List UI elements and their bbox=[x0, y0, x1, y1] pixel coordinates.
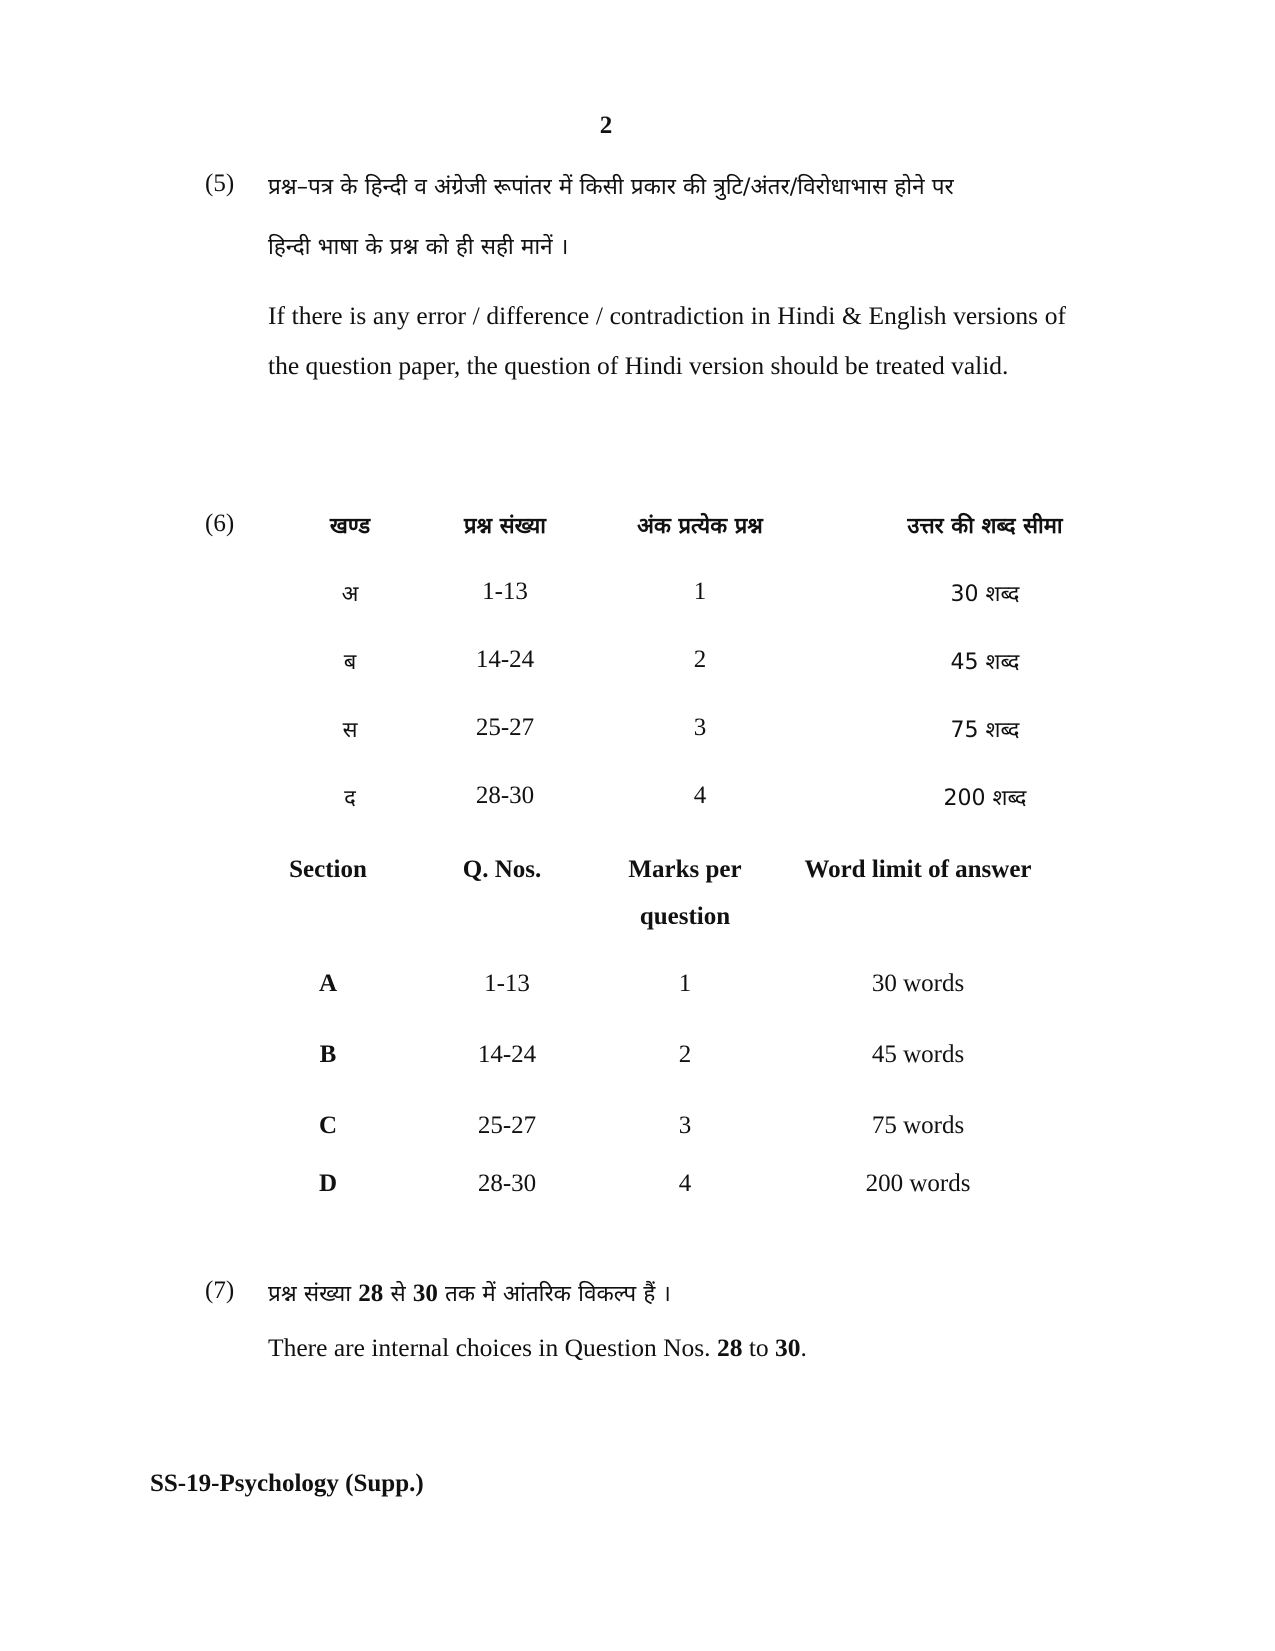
item-7-english-mid: to bbox=[748, 1333, 769, 1362]
hindi-row3-words: 75 शब्द bbox=[950, 718, 1020, 743]
hindi-row2-section: ब bbox=[343, 650, 357, 675]
english-row2-marks: 2 bbox=[678, 1041, 692, 1068]
item-7-hindi-mid: से bbox=[390, 1281, 406, 1307]
hindi-row4-qnos: 28-30 bbox=[475, 782, 535, 809]
hindi-row4-marks: 4 bbox=[693, 782, 707, 809]
english-row2-section: B bbox=[319, 1041, 337, 1068]
english-row3-qnos: 25-27 bbox=[477, 1112, 537, 1139]
hindi-header-qnos: प्रश्न संख्या bbox=[464, 514, 546, 539]
english-row4-words: 200 words bbox=[865, 1170, 971, 1197]
item-7-hindi-post: तक में आंतरिक विकल्प हैं । bbox=[444, 1281, 671, 1307]
english-header-section: Section bbox=[289, 856, 367, 883]
english-row1-qnos: 1-13 bbox=[484, 970, 530, 997]
hindi-row3-marks: 3 bbox=[693, 714, 707, 741]
item-6-number: (6) bbox=[205, 510, 235, 537]
english-row3-section: C bbox=[318, 1112, 338, 1139]
english-row3-words: 75 words bbox=[871, 1112, 965, 1139]
item-7-english-from: 28 bbox=[716, 1333, 743, 1362]
hindi-header-wordlimit: उत्तर की शब्द सीमा bbox=[907, 514, 1063, 539]
item-7-english-pre: There are internal choices in Question Nos. bbox=[268, 1333, 711, 1362]
english-row3-marks: 3 bbox=[678, 1112, 692, 1139]
hindi-row3-section: स bbox=[342, 718, 358, 743]
english-row1-words: 30 words bbox=[871, 970, 965, 997]
item-7-english-to: 30 bbox=[775, 1333, 801, 1362]
hindi-row2-qnos: 14-24 bbox=[475, 646, 535, 673]
item-7-hindi-text bbox=[268, 1277, 671, 1308]
item-5-hindi-line2: हिन्दी भाषा के प्रश्न को ही सही मानें । bbox=[268, 234, 569, 260]
hindi-header-section: खण्ड bbox=[329, 514, 371, 539]
item-5-number: (5) bbox=[205, 170, 235, 197]
hindi-row1-qnos: 1-13 bbox=[482, 578, 528, 605]
hindi-row3-qnos: 25-27 bbox=[475, 714, 535, 741]
item-7-hindi-from: 28 bbox=[358, 1280, 384, 1307]
hindi-row1-section: अ bbox=[341, 582, 359, 607]
hindi-row1-marks: 1 bbox=[693, 578, 707, 605]
english-row1-marks: 1 bbox=[678, 970, 692, 997]
item-7-english-text bbox=[268, 1333, 807, 1363]
english-row2-words: 45 words bbox=[871, 1041, 965, 1068]
english-row4-marks: 4 bbox=[678, 1170, 692, 1197]
item-5-hindi-line1: प्रश्न–पत्र के हिन्दी व अंग्रेजी रूपांतर में किसी प्रकार की त्रुटि/अंतर/विरोधाभास होने पर bbox=[268, 174, 954, 200]
item-5-english-text: If there is any error / difference / contradiction in Hindi & English versions of the question paper, the question of Hindi version should be treated valid. bbox=[268, 301, 1066, 380]
item-7-hindi-to: 30 bbox=[412, 1280, 438, 1307]
hindi-row4-words: 200 शब्द bbox=[943, 786, 1027, 811]
english-row4-qnos: 28-30 bbox=[477, 1170, 537, 1197]
english-row1-section: A bbox=[318, 970, 338, 997]
hindi-row1-words: 30 शब्द bbox=[950, 582, 1020, 607]
item-7-english-post: . bbox=[800, 1333, 807, 1362]
page-number: 2 bbox=[599, 112, 613, 139]
item-7-number: (7) bbox=[205, 1277, 235, 1304]
item-7-hindi-pre: प्रश्न संख्या bbox=[268, 1281, 352, 1307]
hindi-row4-section: द bbox=[344, 786, 356, 811]
english-row4-section: D bbox=[318, 1170, 338, 1197]
english-header-wordlimit: Word limit of answer bbox=[804, 856, 1032, 883]
english-row2-qnos: 14-24 bbox=[477, 1041, 537, 1068]
hindi-header-marks: अंक प्रत्येक प्रश्न bbox=[637, 514, 763, 539]
hindi-row2-marks: 2 bbox=[693, 646, 707, 673]
english-header-qnos: Q. Nos. bbox=[462, 856, 542, 883]
footer-paper-code: SS-19-Psychology (Supp.) bbox=[150, 1470, 424, 1497]
english-header-marks: Marks per question bbox=[628, 856, 742, 930]
hindi-row2-words: 45 शब्द bbox=[950, 650, 1020, 675]
